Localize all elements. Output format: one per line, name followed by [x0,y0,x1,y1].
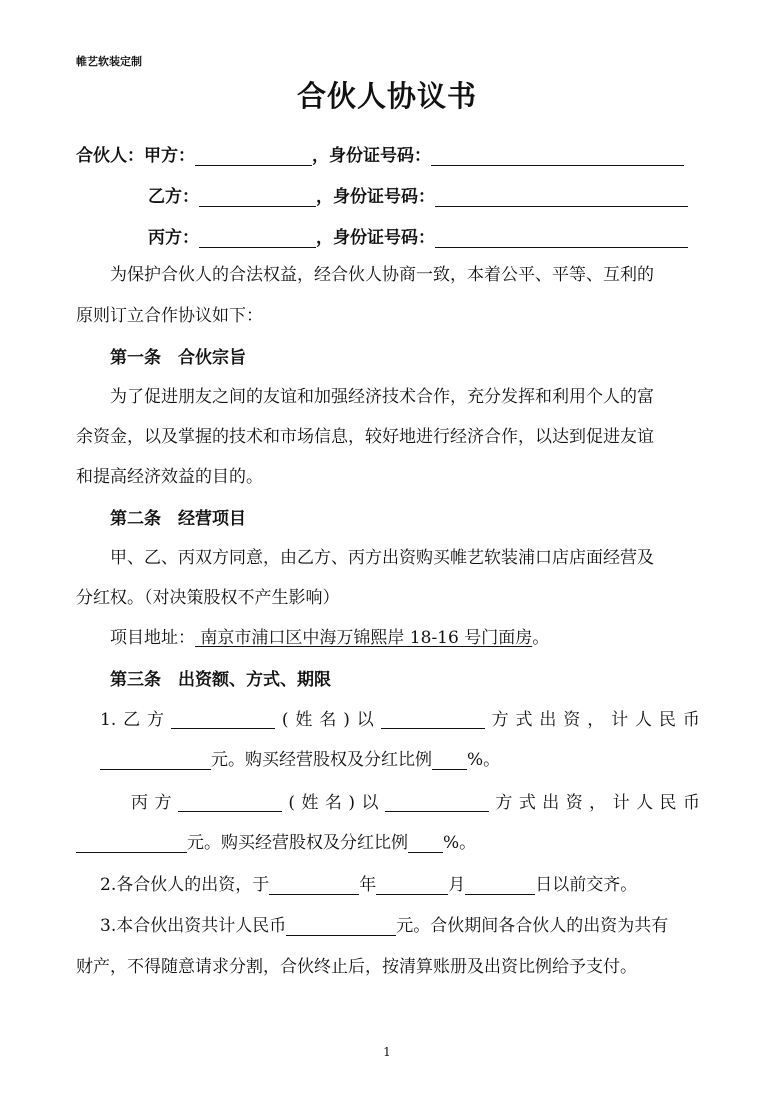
item-3-line-2: 财产，不得随意请求分割，合伙终止后，按清算账册及出资比例给予支付。 [76,957,637,977]
party-b-amount-blank[interactable] [100,751,211,770]
party-b-method-blank[interactable] [381,710,485,729]
name-char: ) [348,793,355,813]
page-number: 1 [383,1045,391,1059]
article-1-line-1: 为了促进朋友之间的友谊和加强经济技术合作，充分发挥和利用个人的富 [110,387,654,407]
name-char: ) [343,710,350,730]
party-b-char: 乙 [123,710,141,730]
name-char: ( [281,710,289,730]
party-a-label: 甲方： [144,146,195,166]
article-2-line-2: 分红权。（对决策股权不产生影响） [76,588,340,608]
page-title: 合伙人协议书 [296,79,477,113]
name-char: 以 [361,793,379,813]
item-3-line-1 [100,916,668,936]
id-label: ，身份证号码： [316,228,435,248]
percent-text: %。 [467,750,501,770]
name-char: 名 [319,710,337,730]
party-c-id-blank[interactable] [435,229,688,248]
method-char: 民 [659,793,677,813]
intro-line-1: 为保护合伙人的合法权益，经合伙人协商一致，本着公平、平等、互利的 [110,265,654,285]
percent-text: %。 [443,833,477,853]
name-char: 姓 [295,710,313,730]
party-b-id-blank[interactable] [435,188,688,207]
party-c-row [148,228,688,248]
year-label: 年 [359,875,377,895]
yuan-text: 元。购买经营股权及分红比例 [211,750,432,770]
item-1-party-b-line [100,710,700,730]
item-1-number: 1. [100,710,117,730]
item-3-text: 3.本合伙出资共计人民币 [100,916,287,936]
method-char: 币 [682,710,700,730]
month-blank[interactable] [376,876,448,895]
parties-lead: 合伙人： [76,146,144,166]
party-b-name-blank[interactable] [199,188,316,207]
method-char: 方 [495,793,513,813]
item-1-party-b-line-2 [100,750,500,770]
item-1-party-c-line [131,793,700,813]
method-char: 方 [491,710,509,730]
address-label: 项目地址： [110,628,195,648]
year-blank[interactable] [269,876,359,895]
party-c-char: 方 [154,793,172,813]
party-a-row [76,146,684,166]
item-2-text: 2.各合伙人的出资，于 [100,875,270,895]
party-b-row [148,187,688,207]
name-char: ( [288,793,295,813]
party-b-char: 方 [147,710,165,730]
project-address-row [110,628,549,648]
party-c-char: 丙 [131,793,148,813]
party-b-ratio-blank[interactable] [432,751,467,770]
party-c-label: 丙方： [148,228,199,248]
article-1-heading: 第一条 合伙宗旨 [110,348,246,368]
method-char: 式 [515,710,533,730]
method-char: 民 [658,710,676,730]
id-label: ，身份证号码： [316,187,435,207]
month-label: 月 [448,875,466,895]
name-char: 姓 [301,793,319,813]
article-2-line-1: 甲、乙、丙双方同意，由乙方、丙方出资购买帷艺软装浦口店店面经营及 [110,548,654,568]
party-a-name-blank[interactable] [195,147,312,166]
party-c-name-blank[interactable] [178,793,282,812]
method-char: 计 [611,710,629,730]
article-2-heading: 第二条 经营项目 [110,509,246,529]
party-c-ratio-blank[interactable] [408,834,443,853]
id-label: ，身份证号码： [312,146,431,166]
article-1-line-3: 和提高经济效益的目的。 [76,467,263,487]
day-blank[interactable] [465,876,535,895]
name-char: 名 [324,793,342,813]
method-char: 出 [542,793,560,813]
yuan-text: 元。购买经营股权及分红比例 [187,833,408,853]
name-char: 以 [356,710,374,730]
party-a-id-blank[interactable] [431,147,684,166]
party-b-name-blank[interactable] [171,710,275,729]
method-char: 资 [563,710,581,730]
method-char: 币 [682,793,700,813]
method-char: 出 [539,710,557,730]
deadline-text: 日以前交齐。 [535,875,638,895]
item-1-party-c-line-2 [76,833,476,853]
method-char: ， [587,710,605,730]
address-value: 南京市浦口区中海万锦熙岸 18-16 号门面房 [195,628,533,648]
method-char: 式 [518,793,536,813]
company-header: 帷艺软装定制 [76,55,142,68]
item-2-line [100,875,637,895]
intro-line-2: 原则订立合作协议如下： [76,306,263,326]
article-3-heading: 第三条 出资额、方式、期限 [110,670,331,690]
method-char: ， [589,793,607,813]
item-3-tail: 元。合伙期间各合伙人的出资为共有 [396,916,669,936]
method-char: 资 [565,793,583,813]
party-c-method-blank[interactable] [385,793,489,812]
method-char: 人 [636,793,654,813]
party-c-amount-blank[interactable] [76,834,187,853]
article-1-line-2: 余资金，以及掌握的技术和市场信息，较好地进行经济合作，以达到促进友谊 [76,427,654,447]
total-amount-blank[interactable] [286,917,396,936]
method-char: 人 [635,710,653,730]
method-char: 计 [612,793,630,813]
party-b-label: 乙方： [148,187,199,207]
party-c-name-blank[interactable] [199,229,316,248]
address-end: 。 [532,628,550,648]
